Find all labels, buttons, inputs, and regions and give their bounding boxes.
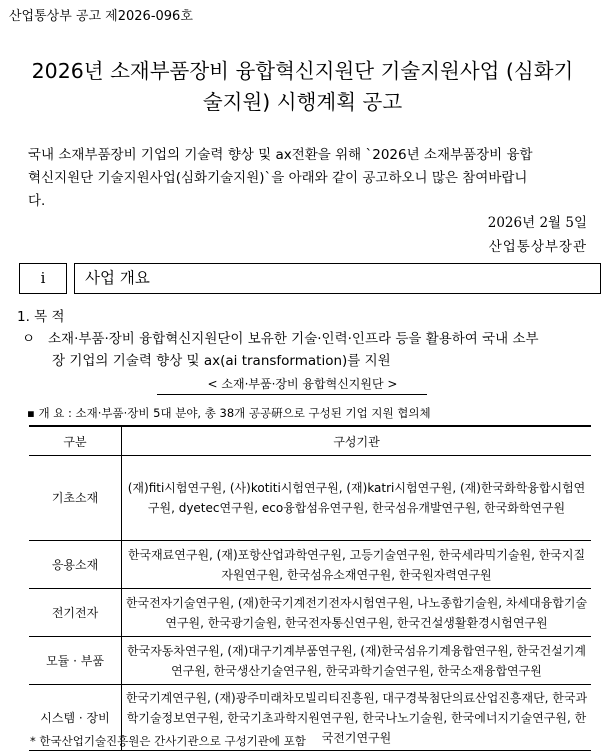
issuer: 산업통상부장관: [488, 239, 587, 255]
intro-line-1: 국내 소재부품장비 기업의 기술력 향상 및 ax전환을 위해 `2026년 소재부품장비 융합: [28, 147, 533, 163]
row-institutions: 한국전자기술연구원, (재)한국기계전기전자시험연구원, 나노종합기술원, 차세대융합기술연구원, 한국광기술원, 한국전자통신연구원, 한국건설생활환경시험연구원: [122, 589, 592, 637]
caption-divider: [157, 394, 427, 395]
row-category: 시스템 · 장비: [29, 685, 122, 751]
row-institutions: (재)fiti시험연구원, (사)kotiti시험연구원, (재)katri시험연구원, (재)한국화학융합시험연구원, dyetec연구원, eco융합섬유연구원, 한국섬유개발연구원, 한국화학연구원: [122, 456, 592, 541]
intro-paragraph: [28, 144, 593, 213]
table-header-row: [29, 426, 591, 456]
row-category: 모듈 · 부품: [29, 637, 122, 685]
purpose-bullet: [22, 328, 602, 372]
title-line-1: 2026년 소재부품장비 융합혁신지원단 기술지원사업 (심화기: [31, 59, 574, 83]
page-title: [20, 56, 585, 118]
header-institutions: 구성기관: [122, 426, 592, 456]
row-institutions: 한국재료연구원, (재)포항산업과학연구원, 고등기술연구원, 한국세라믹기술원, 한국지질자원연구원, 한국섬유소재연구원, 한국원자력연구원: [122, 541, 592, 589]
title-line-2: 술지원) 시행계획 공고: [202, 90, 403, 114]
intro-line-3: 다.: [28, 193, 46, 209]
footnote: * 한국산업기술진흥원은 간사기관으로 구성기관에 포함: [30, 734, 306, 748]
header-category: 구분: [29, 426, 122, 456]
section-number-box: i: [19, 263, 67, 294]
subsection-heading: 1. 목 적: [17, 309, 65, 325]
overview-note: ▪ 개 요 : 소재·부품·장비 5대 분야, 총 38개 공공硏으로 구성된 기업 지원 협의체: [27, 406, 431, 420]
table-caption: < 소재·부품·장비 융합혁신지원단 >: [207, 377, 398, 391]
purpose-line-2: 장 기업의 기술력 향상 및 ax(ai transformation)를 지원: [52, 353, 391, 369]
purpose-line-1: 소재·부품·장비 융합혁신지원단이 보유한 기술·인력·인프라 등을 활용하여 국내 소부: [48, 331, 539, 347]
row-category: 응용소재: [29, 541, 122, 589]
row-category: 전기전자: [29, 589, 122, 637]
institutions-table: [29, 425, 591, 751]
section-title-box: 사업 개요: [74, 263, 601, 294]
circle-bullet-icon: ㅇ: [22, 331, 36, 347]
row-category: 기초소재: [29, 456, 122, 541]
table-row: [29, 637, 591, 685]
row-institutions: 한국기계연구원, (재)광주미래차모빌리티진흥원, 대구경북첨단의료산업진흥재단, 한국과학기술정보연구원, 한국기초과학지원연구원, 한국나노기술원, 한국에너지기술연구원, 한국전기연구원: [122, 685, 592, 751]
notice-number: 산업통상부 공고 제2026-096호: [9, 9, 193, 24]
row-institutions: 한국자동차연구원, (재)대구기계부품연구원, (재)한국섬유기계융합연구원, 한국건설기계연구원, 한국생산기술연구원, 한국과학기술연구원, 한국소재융합연구원: [122, 637, 592, 685]
table-row: [29, 456, 591, 541]
intro-line-2: 혁신지원단 기술지원사업(심화기술지원)`을 아래와 같이 공고하오니 많은 참여바랍니: [28, 170, 528, 186]
notice-date: 2026년 2월 5일: [487, 215, 587, 231]
table-row: [29, 541, 591, 589]
table-row: [29, 589, 591, 637]
